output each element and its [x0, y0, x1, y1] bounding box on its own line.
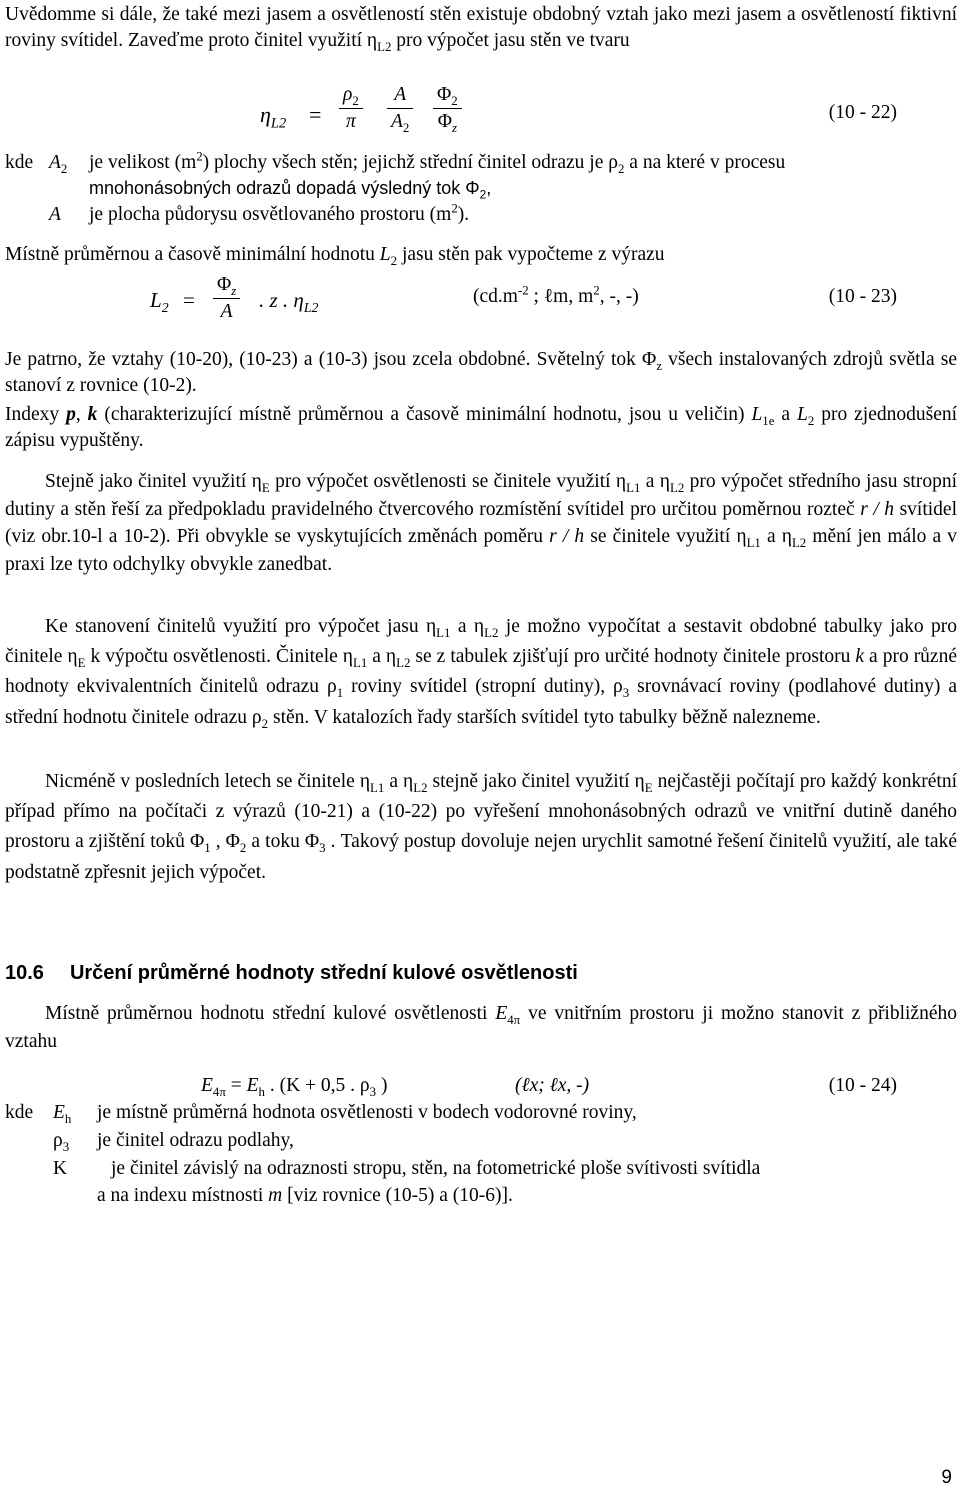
paragraph-computation: Nicméně v posledních letech se činitele $\eta_{L1}$ a $\eta_{L2}$ stejně jako činitel využití $\eta_E$ nejčastěji počítají pro každý konkrétní případ přímo na počítači z výrazů (10-21) a (10-22) po vyřešení mnohonásobných odrazů ve vnitřní dutině daného prostoru a zjištění toků $\Phi_1$ , $\Phi_2$ a toku $\Phi_3$ . Takový postup dovoluje nejen urychlit samotné řešení činitelů využití, ale také podstatně zpřesnit jejich výpočet. — [5, 771, 957, 883]
eq23-units: ($cd.m^{-2}$ ; ℓm, $m^2$, -, -) — [473, 283, 639, 307]
l2-intro: Místně průměrnou a časově minimální hodnotu $L_2$ jasu stěn pak vypočteme z výrazu — [5, 244, 665, 268]
equation-10-24 — [5, 1073, 957, 1103]
equation-10-23 — [5, 272, 957, 332]
def-k-text: je činitel závislý na odraznosti stropu, stěn, na fotometrické ploše svítivosti svítidla — [111, 1158, 761, 1179]
eq23-number: (10 - 23) — [828, 286, 897, 307]
eq22-equals: = — [309, 102, 322, 127]
paragraph-indices: Indexy p, k (charakterizující místně průměrnou a časově minimální hodnotu, jsou u veličin) $L_{1e}$ a $L_2$ pro zjednodušení zápisu vypuštěny. — [5, 404, 958, 452]
eq24-units: (ℓx; ℓx, -) — [515, 1075, 590, 1096]
def-k-text-line2: a na indexu místnosti m [viz rovnice (10-5) a (10-6)]. — [97, 1185, 513, 1206]
def-eh-symbol: $E_h$ — [53, 1102, 72, 1126]
paragraph-similar: Je patrno, že vztahy (10-20), (10-23) a (10-3) jsou zcela obdobné. Světelný tok $\Phi_z$ všech instalovaných zdrojů světla se stanoví z rovnice (10-2). — [5, 349, 958, 397]
def-rho-symbol: $\rho_3$ — [53, 1130, 70, 1154]
definitions-10-22 — [5, 150, 957, 232]
eq22-fraction-flux: $\frac{\Phi_2}{\Phi_z}$ — [433, 82, 462, 136]
def-a-symbol: A — [49, 204, 61, 225]
eq24-expression: $E_{4\pi} = E_h$ . (K + 0,5 . $\rho_3$ ) — [201, 1075, 388, 1099]
definitions-10-24 — [5, 1100, 957, 1210]
eq22-fraction-rho-pi: $\frac{\rho_2}{\pi}$ — [339, 82, 363, 136]
eq23-fraction: $\frac{\Phi_z}{A}$ — [213, 272, 240, 326]
where-label: kde — [5, 152, 34, 173]
paragraph-tables: Ke stanovení činitelů využití pro výpočet jasu $\eta_{L1}$ a $\eta_{L2}$ je možno vypočítat a sestavit obdobné tabulky jako pro činitele $\eta_E$ k výpočtu osvětlenosti. Činitele $\eta_{L1}$ a $\eta_{L2}$ se z tabulek zjišťují pro určité hodnoty činitele prostoru k a pro různé hodnoty ekvivalentních činitelů odrazu $\rho_1$ roviny svítidel (stropní dutiny), $\rho_3$ srovnávací roviny (podlahové dutiny) a střední hodnotu činitele odrazu $\rho_2$ stěn. V katalozích řady starších svítidel tyto tabulky běžně nalezneme. — [5, 616, 957, 731]
section-heading — [5, 960, 578, 987]
eq23-equals: = — [183, 288, 195, 312]
def-k-symbol: K — [53, 1158, 68, 1179]
where-label-2: kde — [5, 1102, 34, 1123]
paragraph-spherical: Místně průměrnou hodnotu střední kulové osvětlenosti $E_{4\pi}$ ve vnitřním prostoru ji možno stanovit z přibližného vztahu — [5, 1003, 957, 1053]
def-a2-text-line2: mnohonásobných odrazů dopadá výsledný tok $\Phi_2$, — [89, 178, 492, 202]
paragraph-utilization: Stejně jako činitel využití $\eta_E$ pro výpočet osvětlenosti se činitele využití $\eta_{L1}$ a $\eta_{L2}$ pro výpočet středního jasu stropní dutiny a stěn řeší za předpokladu pravidelného čtvercového rozmístění svítidel pro určitou poměrnou rozteč r / h svítidel (viz obr.10-l a 10-2). Při obvykle se vyskytujících změnách poměru r / h se činitele využití $\eta_{L1}$ a $\eta_{L2}$ mění jen málo a v praxi lze tyto odchylky obvykle zanedbat. — [5, 471, 958, 576]
eq23-rest: . z . $\eta_{L2}$ — [259, 288, 319, 316]
eq22-number: (10 - 22) — [828, 102, 897, 123]
equation-10-22 — [5, 82, 957, 146]
def-rho-text: je činitel odrazu podlahy, — [97, 1130, 294, 1151]
def-a-text: je plocha půdorysu osvětlovaného prostoru $(m^2)$. — [89, 201, 470, 225]
section-title: Určení průměrné hodnoty střední kulové osvětlenosti — [69, 962, 578, 984]
def-a2-symbol: $A_2$ — [49, 152, 68, 176]
def-eh-text: je místně průměrná hodnota osvětlenosti v bodech vodorovné roviny, — [97, 1102, 637, 1123]
page-number: 9 — [941, 1467, 952, 1488]
eq22-lhs: $\eta_{L2}$ — [260, 102, 287, 132]
eq22-fraction-area: $\frac{A}{A_2}$ — [387, 82, 413, 136]
intro-paragraph: Uvědomme si dále, že také mezi jasem a osvětleností stěn existuje obdobný vztah jako mezi jasem a osvětleností fiktivní roviny svítidel. Zaveďme proto činitel využití $\eta_{L2}$ pro výpočet jasu stěn ve tvaru — [5, 4, 957, 55]
eq24-number: (10 - 24) — [828, 1075, 897, 1096]
section-number: 10.6 — [5, 962, 44, 984]
def-a2-text: je velikost $(m^2)$ plochy všech stěn; jejichž střední činitel odrazu je $\rho_2$ a na které v procesu — [89, 149, 786, 176]
eq23-lhs: $L_2$ — [150, 288, 169, 316]
